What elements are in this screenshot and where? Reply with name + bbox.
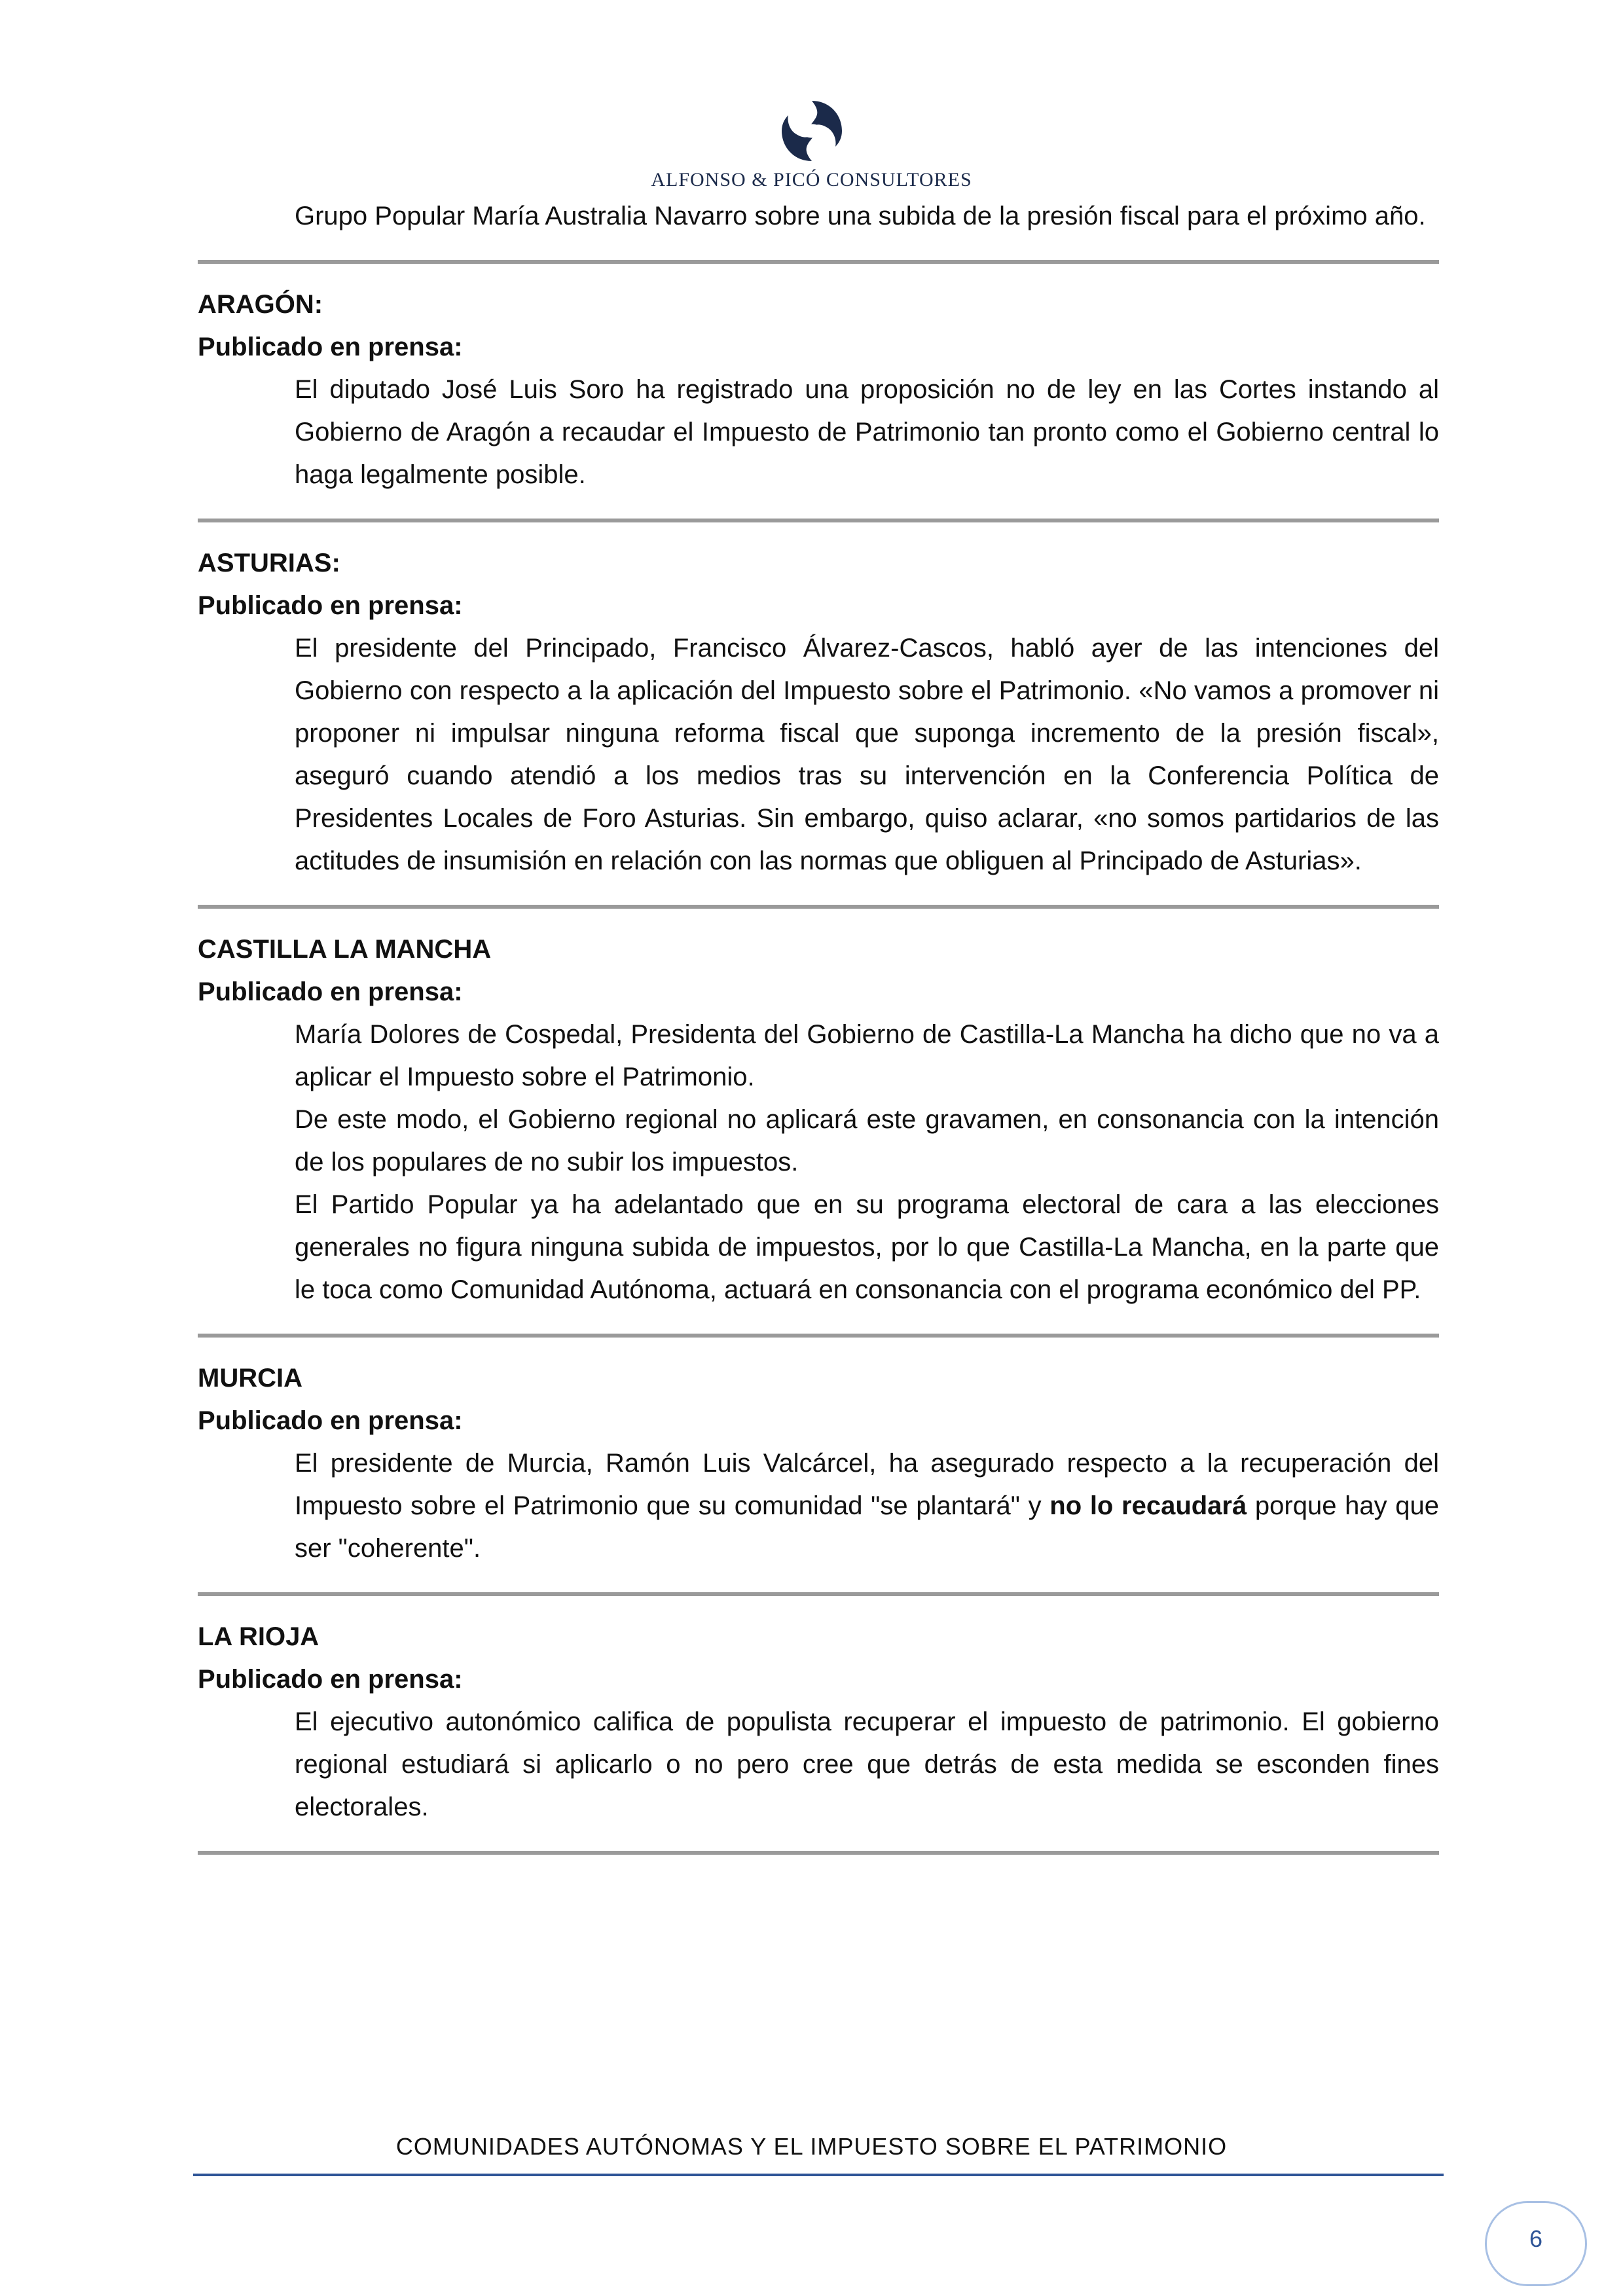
document-body [198,195,1439,1874]
press-paragraph: El ejecutivo autonómico califica de populista recuperar el impuesto de patrimonio. El gobierno regional estudiará si aplicarlo o no pero cree que detrás de esta medida se esconden fines electorales. [295,1707,1439,1821]
region-heading: MURCIA [198,1364,302,1393]
region-heading: ASTURIAS: [198,549,340,577]
press-paragraph: El diputado José Luis Soro ha registrado una proposición no de ley en las Cortes instando al Gobierno de Aragón a recaudar el Impuesto de Patrimonio tan pronto como el Gobierno central lo haga legalmente posible. [295,375,1439,489]
paragraph-text: El presidente de Murcia, Ramón Luis Valcárcel, ha asegurado respecto a la recuperación del Impuesto sobre el Patrimonio que su comunidad "se plantará" y [295,1449,1439,1520]
section-asturias [198,542,1439,883]
logo-mark-icon [779,98,845,164]
press-label: Publicado en prensa: [198,1665,463,1694]
section-divider [198,1851,1439,1855]
press-label: Publicado en prensa: [198,1406,463,1435]
section-castilla-la-mancha [198,928,1439,1311]
logo-text: ALFONSO & PICÓ CONSULTORES [651,169,972,191]
section-divider [198,1334,1439,1338]
region-heading: LA RIOJA [198,1622,319,1651]
press-label: Publicado en prensa: [198,591,463,620]
section-aragon [198,283,1439,496]
press-paragraph: El Partido Popular ya ha adelantado que en su programa electoral de cara a las elecciones generales no figura ninguna subida de impuestos, por lo que Castilla-La Mancha, en la parte que le toca como Comunidad Autónoma, actuará en consonancia con el programa económico del PP. [295,1190,1439,1304]
section-divider [198,519,1439,522]
region-heading: CASTILLA LA MANCHA [198,935,492,964]
section-divider [198,905,1439,909]
section-divider [198,260,1439,264]
region-heading: ARAGÓN: [198,290,323,319]
paragraph-text: porque hay que ser "coherente". [295,1491,1439,1563]
bold-emphasis: no lo recaudará [1049,1491,1247,1520]
section-la-rioja [198,1616,1439,1829]
press-label: Publicado en prensa: [198,333,463,361]
press-paragraph: El presidente del Principado, Francisco Álvarez-Cascos, habló ayer de las intenciones del Gobierno con respecto a la aplicación del Impuesto sobre el Patrimonio. «No vamos a promover ni proponer ni impulsar ninguna reforma fiscal que suponga incremento de la presión fiscal», aseguró cuando atendió a los medios tras su intervención en la Conferencia Política de Presidentes Locales de Foro Asturias. Sin embargo, quiso aclarar, «no somos partidarios de las actitudes de insumisión en relación con las normas que obliguen al Principado de Asturias». [295,634,1439,875]
intro-paragraph: Grupo Popular María Australia Navarro sobre una subida de la presión fiscal para el próximo año. [295,202,1426,230]
page-number: 6 [1485,2201,1587,2286]
section-murcia [198,1357,1439,1570]
press-label: Publicado en prensa: [198,977,463,1006]
company-logo [0,98,1623,164]
press-paragraph [295,1442,1439,1570]
press-paragraph: De este modo, el Gobierno regional no aplicará este gravamen, en consonancia con la intención de los populares de no subir los impuestos. [295,1105,1439,1176]
section-divider [198,1592,1439,1596]
press-paragraph: María Dolores de Cospedal, Presidenta del Gobierno de Castilla-La Mancha ha dicho que no va a aplicar el Impuesto sobre el Patrimonio. [295,1020,1439,1091]
footer-title: COMUNIDADES AUTÓNOMAS Y EL IMPUESTO SOBRE EL PATRIMONIO [395,2133,1228,2160]
footer-rule [193,2174,1444,2176]
